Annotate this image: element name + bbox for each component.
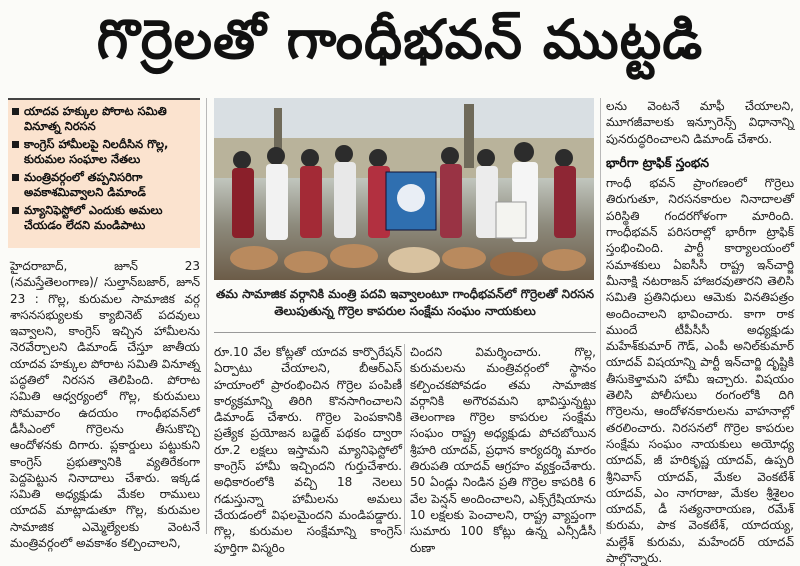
protest-photo-illustration	[214, 98, 594, 280]
article-column-2	[214, 344, 402, 555]
square-bullet-icon	[12, 207, 19, 214]
protest-photo	[214, 98, 594, 280]
square-bullet-icon	[12, 174, 19, 181]
headline: గొర్రెలతో గాంధీభవన్‌ ముట్టడి	[96, 7, 704, 71]
highlights-box	[8, 98, 200, 248]
article-column-4	[606, 98, 794, 566]
article-paragraph: చిందని విమర్శించారు. గొల్ల, కురుమలను మంత్రివర్గంలో స్థానం కల్పించకపోవడం తమ సామాజిక వర్గానికి అగౌరవమని భావిస్తున్నట్టు తెలంగాణ గొర్రెల కాపరుల సంక్షేమ సంఘం రాష్ట్ర అధ్యక్షుడు పోచబోయిన శ్రీహరి యాదవ్‌, ప్రధాన కార్యదర్శి మారం తిరుపతి యాదవ్‌ ఆగ్రహం వ్యక్తంచేశారు. 50 ఏండ్లు నిండిన ప్రతి గొర్రెల కాపరికి 6 వేల పెన్షన్‌ అందించాలని, ఎక్స్‌గ్రేషియాను 10 లక్షలకు పెంచాలని, రాష్ట్ర వ్యాప్తంగా సుమారు 100 కోట్లు ఉన్న ఎన్సీడీసీ రుణా	[410, 345, 596, 555]
column-divider	[404, 344, 405, 534]
column-divider	[600, 98, 601, 534]
article-column-3	[410, 344, 596, 555]
article-column-1	[10, 258, 200, 551]
highlight-item: కాంగ్రెస్‌ హామీలపై నిలదీసిన గొల్ల, కురుమల సంఘాల నేతలు	[12, 137, 196, 167]
article-paragraph: రూ.10 వేల కోట్లతో యాదవ కార్పొరేషన్‌ ఏర్పాటు చేయాలని, బీఆర్‌ఎస్‌ హయాంలో ప్రారంభించిన గొర్రెల పంపిణీ కార్యక్రమాన్ని తిరిగి కొనసాగించాలని డిమాండ్‌ చేశారు. గొర్రెల పెంపకానికి ప్రత్యేక ప్రయోజన బడ్జెట్‌ పథకం ద్వారా రూ.2 లక్షలు ఇస్తామని మ్యానిఫెస్టోలో కాంగ్రెస్‌ హామీ ఇచ్చిందని గుర్తుచేశారు. అధికారంలోకి వచ్చి 18 నెలలు గడుస్తున్నా హామీలను అమలు చేయడంలో విఫలమైందని మండిపడ్డారు. గొల్ల, కురుమల సంక్షేమాన్ని కాంగ్రెస్‌ పూర్తిగా విస్మరిం	[214, 345, 402, 555]
article-paragraph: హైదరాబాద్‌, జూన్‌ 23 (నమస్తేతెలంగాణ)/ సుల్తాన్‌బజార్‌, జూన్‌ 23 : గొల్ల, కురుమల సామాజిక వర్గ శాసనసభ్యులకు క్యాబినెట్‌ పదవులు ఇవ్వాలని, కాంగ్రెస్‌ ఇచ్చిన హామీలను నెరవేర్చాలని డిమాండ్‌ చేస్తూ జాతీయ యాదవ హక్కుల పోరాట సమితి వినూత్న పద్ధతిలో నిరసన తెలిపింది. పోరాట సమితి ఆధ్వర్యంలో గొల్ల, కురుమలు సోమవారం ఉదయం గాంధీభవన్‌లో డీసీఎంలో గొర్రెలను తీసుకొచ్చి ఆందోళనకు దిగారు. ప్లకార్డులు పట్టుకుని కాంగ్రెస్‌ ప్రభుత్వానికి వ్యతిరేకంగా పెద్దపెట్టున నినాదాలు చేశారు. ఇక్కడ సమితి అధ్యక్షుడు మేకల రాములు యాదవ్‌ మాట్లాడుతూ గొల్ల, కురుమల సామాజిక ఎమ్మెల్యేలకు వెంటనే మంత్రివర్గంలో అవకాశం కల్పించాలని,	[10, 259, 200, 551]
article-paragraph: గాంధీ భవన్‌ ప్రాంగణంలో గొర్రెలు తిరుగుతూ, నిరసనకారుల నినాదాలతో పరిస్థితి గందరగోళంగా మారింది. గాంధీభవన్‌ పరిసరాల్లో భారీగా ట్రాఫిక్‌ స్తంభించింది. పార్టీ కార్యాలయంలో సమాశకులు ఏఐసీసీ రాష్ట్ర ఇన్‌చార్జి మీనాక్షి నటరాజన్‌ హాజరవుతారని తెలిసి సమితి ప్రతినిధులు ఆమెకు వినతిపత్రం అందించాలని భావించారు. కాగా రాక ముందే టీపీసీసీ అధ్యక్షుడు మహేశ్‌కుమార్‌ గౌడ్‌, ఎంపీ అనిల్‌కుమార్‌ యాదవ్‌ విషయాన్ని పార్టీ ఇన్‌చార్జి దృష్టికి తీసుకెళ్తామని హామీ ఇచ్చారు. విషయం తెలిసి పోలీసులు రంగంలోకి దిగి గొర్రెలను, ఆందోళనకారులను వాహనాల్లో తరలించారు. నిరసనలో గొర్రెల కాపరుల సంక్షేమ సంఘం నాయకులు అయోధ్య యాదవ్‌, జీ హరికృష్ణ యాదవ్‌, ఉప్పరి శ్రీనివాస్‌ యాదవ్‌, మేకల వెంకటేశ్‌ యాదవ్‌, ఎం నాగరాజు, మేకల శ్రీశైలం యాదవ్‌, డీ సత్యనారాయణ, రమేశ్‌ కురుమ, పాక వెంకటేశ్‌, యాదయ్య, మల్లేశ్‌ కురుమ, మహేందర్‌ యాదవ్‌ పాల్గొన్నారు.	[606, 176, 794, 566]
highlight-item: మ్యానిఫెస్టోలో ఎందుకు అమలు చేయడం లేదని మండిపాటు	[12, 203, 196, 233]
square-bullet-icon	[12, 108, 19, 115]
highlight-item: మంత్రివర్గంలో తప్పనిసరిగా అవకాశమివ్వాలని డిమాండ్‌	[12, 170, 196, 200]
section-subheading: భారీగా ట్రాఫిక్‌ స్తంభన	[606, 154, 709, 170]
column-divider	[206, 98, 207, 534]
photo-caption: తమ సామాజిక వర్గానికి మంత్రి పదవి ఇవ్వాలంటూ గాంధీభవన్‌లో గొర్రెలతో నిరసన తెలుపుతున్న గొర్రెల కాపరుల సంక్షేమ సంఘం నాయకులు	[214, 286, 596, 333]
article-paragraph: లను వెంటనే మాఫీ చేయాలని, మూగజీవాలకు ఇన్సూరెన్స్‌ విధానాన్ని పునరుద్ధరించాలని డిమాండ్‌ చేశారు.	[606, 99, 794, 146]
square-bullet-icon	[12, 141, 19, 148]
highlight-item: యాదవ హక్కుల పోరాట సమితి వినూత్న నిరసన	[12, 104, 196, 134]
